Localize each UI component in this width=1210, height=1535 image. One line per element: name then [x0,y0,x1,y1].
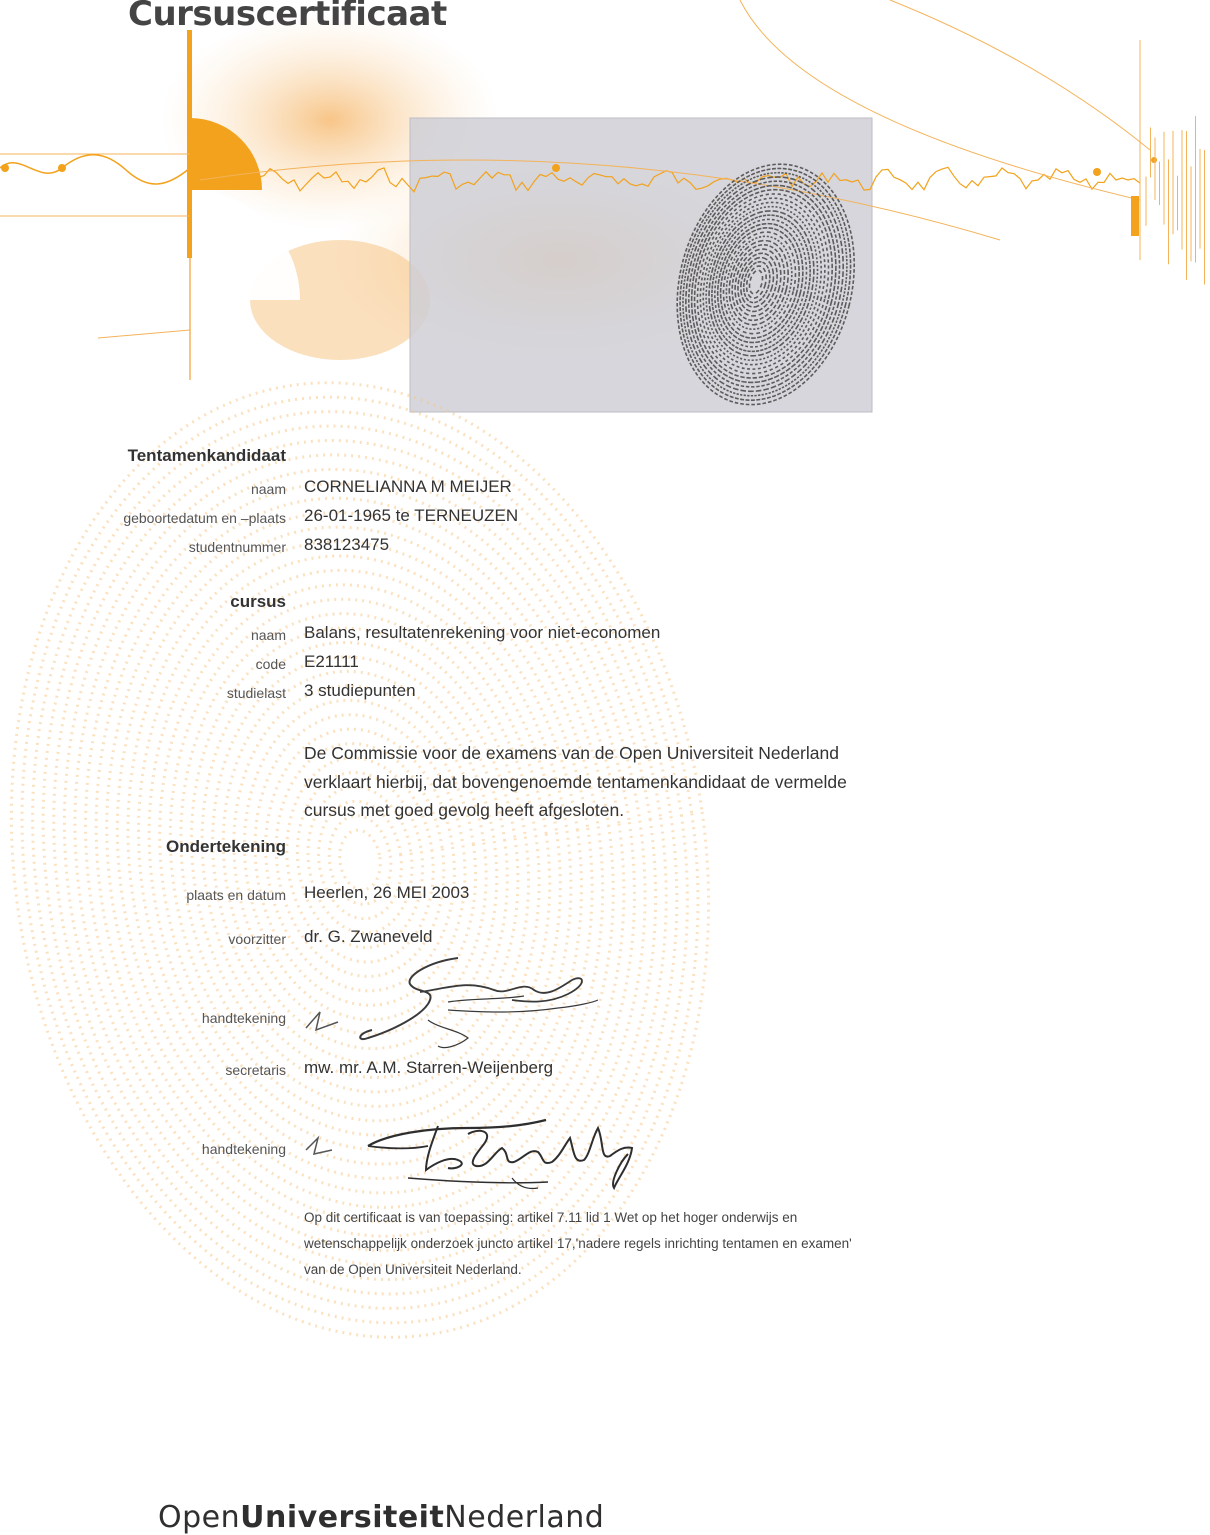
orange-dot [58,164,66,172]
orange-dot [1093,168,1101,176]
chair-signature [298,950,598,1060]
candidate-name-value: CORNELIANNA M MEIJER [304,477,512,496]
orange-line [98,330,190,338]
legal-note [304,1205,852,1283]
course-heading: cursus [230,592,286,611]
orange-dot [552,164,560,172]
study-load-label: studielast [226,685,286,701]
logo-open: Open [158,1500,241,1535]
declaration-line: verklaart hierbij, dat bovengenoemde tentamenkandidaat de vermelde [304,771,847,792]
course-name-label: naam [250,627,286,643]
course-code-label: code [255,656,286,672]
orange-arc-line [890,0,1150,150]
declaration-line: De Commissie voor de examens van de Open Universiteit Nederland [304,743,839,763]
course-code-value: E21111 [304,652,359,671]
signing-heading: Ondertekening [166,837,286,856]
orange-spikes [1146,116,1205,284]
orange-wave-line [0,155,190,184]
candidate-heading: Tentamenkandidaat [127,446,286,465]
declaration-line: cursus met goed gevolg heeft afgesloten. [304,800,625,820]
student-number-value: 838123475 [304,535,390,554]
secretary-label: secretaris [225,1062,286,1078]
birth-label: geboortedatum en –plaats [123,510,286,526]
orange-small-bar [1131,196,1139,236]
chair-value: dr. G. Zwaneveld [304,927,433,946]
chair-label: voorzitter [228,931,286,947]
candidate-name-label: naam [250,481,286,497]
legal-note-line: van de Open Universiteit Nederland. [304,1262,522,1277]
orange-dot [1,164,9,172]
open-universiteit-logo [158,1500,604,1535]
gray-photo-panel [410,118,872,412]
place-date-value: Heerlen, 26 MEI 2003 [304,883,470,902]
student-number-label: studentnummer [188,539,286,555]
certificate-title: Cursuscertificaat [128,0,447,34]
orange-vertical-bar [187,30,192,258]
orange-dot [1151,157,1157,163]
signature-chair-label: handtekening [201,1010,286,1026]
declaration-text [304,739,847,825]
study-load-value: 3 studiepunten [304,681,416,700]
logo-nederland: Nederland [444,1500,605,1535]
legal-note-line: Op dit certificaat is van toepassing: artikel 7.11 lid 1 Wet op het hoger onderwijs en [304,1210,798,1225]
secretary-value: mw. mr. A.M. Starren-Weijenberg [304,1058,554,1077]
course-name-value: Balans, resultatenrekening voor niet-economen [304,623,661,642]
signature-secretary-label: handtekening [201,1141,286,1157]
place-date-label: plaats en datum [186,887,286,903]
birth-value: 26-01-1965 te TERNEUZEN [304,506,519,525]
secretary-signature [298,1098,658,1198]
logo-universiteit: Universiteit [240,1500,445,1535]
legal-note-line: wetenschappelijk onderzoek juncto artikel 17,'nadere regels inrichting tentamen en examen' [304,1236,852,1251]
